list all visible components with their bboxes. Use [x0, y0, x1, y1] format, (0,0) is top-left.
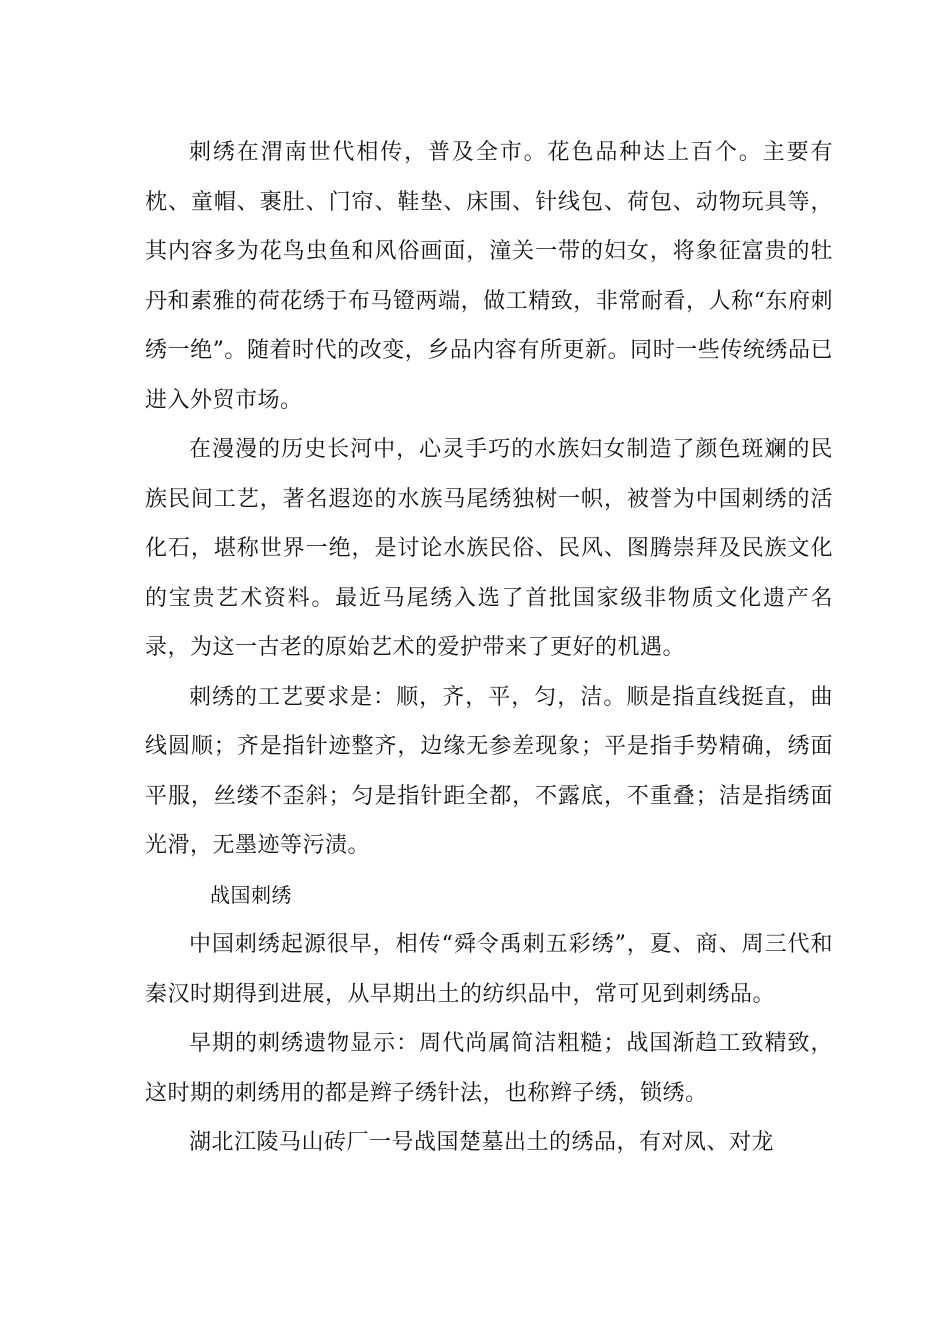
paragraph: 在漫漫的历史长河中，心灵手巧的水族妇女制造了颜色斑斓的民族民间工艺，著名遐迩的水族马尾绣独树一帜，被誉为中国刺绣的活化石，堪称世界一绝，是讨论水族民俗、民风、图腾崇拜及民族文化的宝贵艺术资料。最近马尾绣入选了首批国家级非物质文化遗产名录，为这一古老的原始艺术的爱护带来了更好的机遇。	[145, 437, 833, 660]
paragraph: 中国刺绣起源很早，相传“舜令禹刺五彩绣”，夏、商、周三代和秦汉时期得到进展，从早期出土的纺织品中，常可见到刺绣品。	[145, 932, 833, 1007]
paragraph: 刺绣的工艺要求是：顺，齐，平，匀，洁。顺是指直线挺直，曲线圆顺；齐是指针迹整齐，边缘无参差现象；平是指手势精确，绣面平服，丝缕不歪斜；匀是指针距全都，不露底，不重叠；洁是指绣面光滑，无墨迹等污渍。	[145, 684, 833, 858]
body-text	[145, 128, 833, 1168]
paragraph: 刺绣在渭南世代相传，普及全市。花色品种达上百个。主要有枕、童帽、裹肚、门帘、鞋垫、床围、针线包、荷包、动物玩具等，其内容多为花鸟虫鱼和风俗画面，潼关一带的妇女，将象征富贵的牡丹和素雅的荷花绣于布马镫两端，做工精致，非常耐看，人称“东府刺绣一绝”。随着时代的改变，乡品内容有所更新。同时一些传统绣品已进入外贸市场。	[145, 140, 833, 413]
section-heading: 战国刺绣	[210, 882, 292, 907]
paragraph: 早期的刺绣遗物显示：周代尚属简洁粗糙；战国渐趋工致精致，这时期的刺绣用的都是辫子绣针法，也称辫子绣，锁绣。	[145, 1031, 833, 1106]
paragraph: 湖北江陵马山砖厂一号战国楚墓出土的绣品，有对凤、对龙	[189, 1130, 775, 1155]
